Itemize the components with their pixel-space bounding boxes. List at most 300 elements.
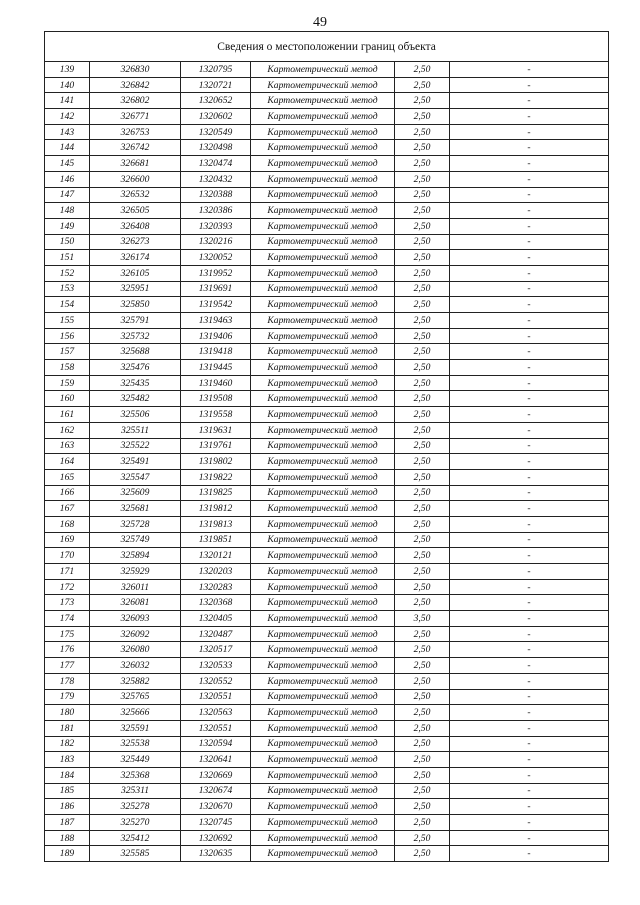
- method-cell: Картометрический метод: [251, 720, 395, 736]
- point-number-cell: 148: [45, 203, 90, 219]
- y-coordinate-cell: 1319812: [181, 501, 251, 517]
- method-cell: Картометрический метод: [251, 140, 395, 156]
- table-row: [45, 736, 609, 752]
- method-cell: Картометрический метод: [251, 422, 395, 438]
- description-cell: -: [450, 203, 609, 219]
- method-cell: Картометрический метод: [251, 250, 395, 266]
- accuracy-cell: 2,50: [395, 375, 450, 391]
- description-cell: -: [450, 297, 609, 313]
- accuracy-cell: 2,50: [395, 344, 450, 360]
- accuracy-cell: 2,50: [395, 485, 450, 501]
- accuracy-cell: 2,50: [395, 407, 450, 423]
- table-row: [45, 689, 609, 705]
- point-number-cell: 186: [45, 799, 90, 815]
- description-cell: -: [450, 830, 609, 846]
- accuracy-cell: 2,50: [395, 830, 450, 846]
- description-cell: -: [450, 422, 609, 438]
- accuracy-cell: 2,50: [395, 62, 450, 78]
- y-coordinate-cell: 1320368: [181, 595, 251, 611]
- description-cell: -: [450, 171, 609, 187]
- description-cell: -: [450, 579, 609, 595]
- method-cell: Картометрический метод: [251, 93, 395, 109]
- method-cell: Картометрический метод: [251, 469, 395, 485]
- accuracy-cell: 2,50: [395, 564, 450, 580]
- point-number-cell: 151: [45, 250, 90, 266]
- accuracy-cell: 2,50: [395, 454, 450, 470]
- description-cell: -: [450, 689, 609, 705]
- point-number-cell: 160: [45, 391, 90, 407]
- description-cell: -: [450, 548, 609, 564]
- description-cell: -: [450, 281, 609, 297]
- table-row: [45, 454, 609, 470]
- x-coordinate-cell: 325850: [90, 297, 181, 313]
- point-number-cell: 162: [45, 422, 90, 438]
- method-cell: Картометрический метод: [251, 579, 395, 595]
- y-coordinate-cell: 1319631: [181, 422, 251, 438]
- y-coordinate-cell: 1319463: [181, 313, 251, 329]
- x-coordinate-cell: 325482: [90, 391, 181, 407]
- method-cell: Картометрический метод: [251, 532, 395, 548]
- description-cell: -: [450, 673, 609, 689]
- x-coordinate-cell: 326532: [90, 187, 181, 203]
- description-cell: -: [450, 469, 609, 485]
- description-cell: -: [450, 705, 609, 721]
- description-cell: -: [450, 93, 609, 109]
- x-coordinate-cell: 326600: [90, 171, 181, 187]
- table-row: [45, 783, 609, 799]
- y-coordinate-cell: 1320551: [181, 720, 251, 736]
- accuracy-cell: 2,50: [395, 626, 450, 642]
- y-coordinate-cell: 1320551: [181, 689, 251, 705]
- accuracy-cell: 2,50: [395, 140, 450, 156]
- x-coordinate-cell: 325791: [90, 313, 181, 329]
- description-cell: -: [450, 218, 609, 234]
- y-coordinate-cell: 1319822: [181, 469, 251, 485]
- table-row: [45, 328, 609, 344]
- description-cell: -: [450, 124, 609, 140]
- table-row: [45, 140, 609, 156]
- y-coordinate-cell: 1320487: [181, 626, 251, 642]
- table-row: [45, 62, 609, 78]
- accuracy-cell: 2,50: [395, 360, 450, 376]
- table-title: Сведения о местоположении границ объекта: [45, 32, 609, 62]
- accuracy-cell: 2,50: [395, 77, 450, 93]
- method-cell: Картометрический метод: [251, 407, 395, 423]
- description-cell: -: [450, 626, 609, 642]
- y-coordinate-cell: 1319418: [181, 344, 251, 360]
- accuracy-cell: 2,50: [395, 736, 450, 752]
- method-cell: Картометрический метод: [251, 548, 395, 564]
- point-number-cell: 184: [45, 767, 90, 783]
- point-number-cell: 172: [45, 579, 90, 595]
- y-coordinate-cell: 1320533: [181, 658, 251, 674]
- x-coordinate-cell: 325951: [90, 281, 181, 297]
- description-cell: -: [450, 234, 609, 250]
- y-coordinate-cell: 1319445: [181, 360, 251, 376]
- description-cell: -: [450, 109, 609, 125]
- y-coordinate-cell: 1319460: [181, 375, 251, 391]
- table-row: [45, 438, 609, 454]
- x-coordinate-cell: 325585: [90, 846, 181, 862]
- x-coordinate-cell: 326080: [90, 642, 181, 658]
- method-cell: Картометрический метод: [251, 391, 395, 407]
- method-cell: Картометрический метод: [251, 297, 395, 313]
- method-cell: Картометрический метод: [251, 736, 395, 752]
- description-cell: -: [450, 438, 609, 454]
- x-coordinate-cell: 325666: [90, 705, 181, 721]
- y-coordinate-cell: 1320669: [181, 767, 251, 783]
- method-cell: Картометрический метод: [251, 501, 395, 517]
- point-number-cell: 159: [45, 375, 90, 391]
- x-coordinate-cell: 326273: [90, 234, 181, 250]
- description-cell: -: [450, 77, 609, 93]
- table-row: [45, 611, 609, 627]
- y-coordinate-cell: 1320203: [181, 564, 251, 580]
- point-number-cell: 161: [45, 407, 90, 423]
- method-cell: Картометрический метод: [251, 799, 395, 815]
- y-coordinate-cell: 1320594: [181, 736, 251, 752]
- y-coordinate-cell: 1320552: [181, 673, 251, 689]
- description-cell: -: [450, 485, 609, 501]
- point-number-cell: 157: [45, 344, 90, 360]
- x-coordinate-cell: 325368: [90, 767, 181, 783]
- point-number-cell: 150: [45, 234, 90, 250]
- table-body: [45, 62, 609, 862]
- point-number-cell: 177: [45, 658, 90, 674]
- page-number: 49: [313, 15, 327, 30]
- method-cell: Картометрический метод: [251, 783, 395, 799]
- table-row: [45, 344, 609, 360]
- y-coordinate-cell: 1320121: [181, 548, 251, 564]
- x-coordinate-cell: 325728: [90, 516, 181, 532]
- point-number-cell: 149: [45, 218, 90, 234]
- description-cell: -: [450, 611, 609, 627]
- y-coordinate-cell: 1320563: [181, 705, 251, 721]
- description-cell: -: [450, 752, 609, 768]
- point-number-cell: 169: [45, 532, 90, 548]
- y-coordinate-cell: 1320386: [181, 203, 251, 219]
- point-number-cell: 175: [45, 626, 90, 642]
- x-coordinate-cell: 325749: [90, 532, 181, 548]
- accuracy-cell: 2,50: [395, 281, 450, 297]
- table-row: [45, 846, 609, 862]
- x-coordinate-cell: 325681: [90, 501, 181, 517]
- x-coordinate-cell: 325449: [90, 752, 181, 768]
- description-cell: -: [450, 62, 609, 78]
- method-cell: Картометрический метод: [251, 375, 395, 391]
- table-row: [45, 626, 609, 642]
- point-number-cell: 168: [45, 516, 90, 532]
- accuracy-cell: 2,50: [395, 752, 450, 768]
- x-coordinate-cell: 325765: [90, 689, 181, 705]
- y-coordinate-cell: 1320602: [181, 109, 251, 125]
- accuracy-cell: 2,50: [395, 93, 450, 109]
- accuracy-cell: 2,50: [395, 265, 450, 281]
- x-coordinate-cell: 326742: [90, 140, 181, 156]
- x-coordinate-cell: 325506: [90, 407, 181, 423]
- table-row: [45, 124, 609, 140]
- description-cell: -: [450, 642, 609, 658]
- point-number-cell: 164: [45, 454, 90, 470]
- point-number-cell: 185: [45, 783, 90, 799]
- y-coordinate-cell: 1320052: [181, 250, 251, 266]
- x-coordinate-cell: 325278: [90, 799, 181, 815]
- table-row: [45, 799, 609, 815]
- table-row: [45, 297, 609, 313]
- accuracy-cell: 2,50: [395, 642, 450, 658]
- method-cell: Картометрический метод: [251, 673, 395, 689]
- y-coordinate-cell: 1320692: [181, 830, 251, 846]
- x-coordinate-cell: 326174: [90, 250, 181, 266]
- method-cell: Картометрический метод: [251, 752, 395, 768]
- method-cell: Картометрический метод: [251, 360, 395, 376]
- accuracy-cell: 2,50: [395, 579, 450, 595]
- accuracy-cell: 2,50: [395, 815, 450, 831]
- method-cell: Картометрический метод: [251, 705, 395, 721]
- table-row: [45, 501, 609, 517]
- point-number-cell: 176: [45, 642, 90, 658]
- y-coordinate-cell: 1320674: [181, 783, 251, 799]
- table-row: [45, 265, 609, 281]
- accuracy-cell: 2,50: [395, 218, 450, 234]
- accuracy-cell: 2,50: [395, 501, 450, 517]
- method-cell: Картометрический метод: [251, 438, 395, 454]
- description-cell: -: [450, 156, 609, 172]
- table-row: [45, 595, 609, 611]
- table-row: [45, 720, 609, 736]
- x-coordinate-cell: 325476: [90, 360, 181, 376]
- table-row: [45, 752, 609, 768]
- x-coordinate-cell: 325412: [90, 830, 181, 846]
- description-cell: -: [450, 265, 609, 281]
- description-cell: -: [450, 799, 609, 815]
- table-row: [45, 313, 609, 329]
- point-number-cell: 141: [45, 93, 90, 109]
- y-coordinate-cell: 1320795: [181, 62, 251, 78]
- method-cell: Картометрический метод: [251, 234, 395, 250]
- table-row: [45, 281, 609, 297]
- x-coordinate-cell: 325538: [90, 736, 181, 752]
- method-cell: Картометрический метод: [251, 626, 395, 642]
- point-number-cell: 144: [45, 140, 90, 156]
- y-coordinate-cell: 1319508: [181, 391, 251, 407]
- method-cell: Картометрический метод: [251, 454, 395, 470]
- table-row: [45, 375, 609, 391]
- table-row: [45, 532, 609, 548]
- table-row: [45, 673, 609, 689]
- y-coordinate-cell: 1319802: [181, 454, 251, 470]
- x-coordinate-cell: 325929: [90, 564, 181, 580]
- accuracy-cell: 2,50: [395, 234, 450, 250]
- table-row: [45, 93, 609, 109]
- method-cell: Картометрический метод: [251, 642, 395, 658]
- description-cell: -: [450, 407, 609, 423]
- x-coordinate-cell: 325894: [90, 548, 181, 564]
- y-coordinate-cell: 1320652: [181, 93, 251, 109]
- method-cell: Картометрический метод: [251, 815, 395, 831]
- x-coordinate-cell: 325522: [90, 438, 181, 454]
- table-row: [45, 250, 609, 266]
- accuracy-cell: 2,50: [395, 658, 450, 674]
- accuracy-cell: 2,50: [395, 532, 450, 548]
- description-cell: -: [450, 767, 609, 783]
- description-cell: -: [450, 187, 609, 203]
- y-coordinate-cell: 1320641: [181, 752, 251, 768]
- point-number-cell: 167: [45, 501, 90, 517]
- point-number-cell: 158: [45, 360, 90, 376]
- point-number-cell: 181: [45, 720, 90, 736]
- y-coordinate-cell: 1320498: [181, 140, 251, 156]
- accuracy-cell: 2,50: [395, 689, 450, 705]
- point-number-cell: 147: [45, 187, 90, 203]
- accuracy-cell: 2,50: [395, 124, 450, 140]
- x-coordinate-cell: 325311: [90, 783, 181, 799]
- description-cell: -: [450, 658, 609, 674]
- point-number-cell: 189: [45, 846, 90, 862]
- point-number-cell: 174: [45, 611, 90, 627]
- method-cell: Картометрический метод: [251, 689, 395, 705]
- description-cell: -: [450, 516, 609, 532]
- accuracy-cell: 2,50: [395, 548, 450, 564]
- point-number-cell: 170: [45, 548, 90, 564]
- table-row: [45, 469, 609, 485]
- accuracy-cell: 2,50: [395, 297, 450, 313]
- accuracy-cell: 2,50: [395, 313, 450, 329]
- point-number-cell: 171: [45, 564, 90, 580]
- description-cell: -: [450, 815, 609, 831]
- method-cell: Картометрический метод: [251, 516, 395, 532]
- table-row: [45, 109, 609, 125]
- description-cell: -: [450, 328, 609, 344]
- table-row: [45, 407, 609, 423]
- description-cell: -: [450, 720, 609, 736]
- accuracy-cell: 2,50: [395, 156, 450, 172]
- table-row: [45, 642, 609, 658]
- point-number-cell: 183: [45, 752, 90, 768]
- accuracy-cell: 2,50: [395, 705, 450, 721]
- y-coordinate-cell: 1319825: [181, 485, 251, 501]
- table-row: [45, 564, 609, 580]
- accuracy-cell: 2,50: [395, 438, 450, 454]
- x-coordinate-cell: 325882: [90, 673, 181, 689]
- point-number-cell: 155: [45, 313, 90, 329]
- method-cell: Картометрический метод: [251, 595, 395, 611]
- method-cell: Картометрический метод: [251, 846, 395, 862]
- point-number-cell: 154: [45, 297, 90, 313]
- description-cell: -: [450, 501, 609, 517]
- accuracy-cell: 2,50: [395, 109, 450, 125]
- method-cell: Картометрический метод: [251, 658, 395, 674]
- accuracy-cell: 2,50: [395, 187, 450, 203]
- point-number-cell: 146: [45, 171, 90, 187]
- point-number-cell: 139: [45, 62, 90, 78]
- accuracy-cell: 3,50: [395, 611, 450, 627]
- point-number-cell: 188: [45, 830, 90, 846]
- point-number-cell: 163: [45, 438, 90, 454]
- point-number-cell: 152: [45, 265, 90, 281]
- table-row: [45, 658, 609, 674]
- point-number-cell: 142: [45, 109, 90, 125]
- x-coordinate-cell: 325591: [90, 720, 181, 736]
- accuracy-cell: 2,50: [395, 171, 450, 187]
- y-coordinate-cell: 1319761: [181, 438, 251, 454]
- point-number-cell: 156: [45, 328, 90, 344]
- description-cell: -: [450, 595, 609, 611]
- accuracy-cell: 2,50: [395, 595, 450, 611]
- y-coordinate-cell: 1320635: [181, 846, 251, 862]
- x-coordinate-cell: 325270: [90, 815, 181, 831]
- table-row: [45, 815, 609, 831]
- description-cell: -: [450, 375, 609, 391]
- point-number-cell: 180: [45, 705, 90, 721]
- y-coordinate-cell: 1319558: [181, 407, 251, 423]
- point-number-cell: 178: [45, 673, 90, 689]
- accuracy-cell: 2,50: [395, 391, 450, 407]
- description-cell: -: [450, 454, 609, 470]
- table-row: [45, 171, 609, 187]
- accuracy-cell: 2,50: [395, 422, 450, 438]
- accuracy-cell: 2,50: [395, 783, 450, 799]
- table-row: [45, 422, 609, 438]
- description-cell: -: [450, 140, 609, 156]
- method-cell: Картометрический метод: [251, 171, 395, 187]
- method-cell: Картометрический метод: [251, 203, 395, 219]
- accuracy-cell: 2,50: [395, 673, 450, 689]
- point-number-cell: 140: [45, 77, 90, 93]
- accuracy-cell: 2,50: [395, 203, 450, 219]
- method-cell: Картометрический метод: [251, 611, 395, 627]
- x-coordinate-cell: 326753: [90, 124, 181, 140]
- x-coordinate-cell: 326842: [90, 77, 181, 93]
- x-coordinate-cell: 325491: [90, 454, 181, 470]
- table-row: [45, 77, 609, 93]
- point-number-cell: 166: [45, 485, 90, 501]
- boundary-coordinates-table: [44, 31, 609, 862]
- point-number-cell: 143: [45, 124, 90, 140]
- table-row: [45, 187, 609, 203]
- y-coordinate-cell: 1320517: [181, 642, 251, 658]
- table-row: [45, 156, 609, 172]
- description-cell: -: [450, 564, 609, 580]
- table-row: [45, 830, 609, 846]
- y-coordinate-cell: 1320432: [181, 171, 251, 187]
- accuracy-cell: 2,50: [395, 516, 450, 532]
- description-cell: -: [450, 846, 609, 862]
- y-coordinate-cell: 1320745: [181, 815, 251, 831]
- method-cell: Картометрический метод: [251, 156, 395, 172]
- method-cell: Картометрический метод: [251, 830, 395, 846]
- x-coordinate-cell: 326093: [90, 611, 181, 627]
- x-coordinate-cell: 326505: [90, 203, 181, 219]
- x-coordinate-cell: 325435: [90, 375, 181, 391]
- table-row: [45, 391, 609, 407]
- x-coordinate-cell: 326032: [90, 658, 181, 674]
- x-coordinate-cell: 325609: [90, 485, 181, 501]
- point-number-cell: 187: [45, 815, 90, 831]
- table-row: [45, 767, 609, 783]
- x-coordinate-cell: 325547: [90, 469, 181, 485]
- table-row: [45, 548, 609, 564]
- table-row: [45, 218, 609, 234]
- method-cell: Картометрический метод: [251, 767, 395, 783]
- description-cell: -: [450, 250, 609, 266]
- x-coordinate-cell: 326011: [90, 579, 181, 595]
- description-cell: -: [450, 313, 609, 329]
- y-coordinate-cell: 1320549: [181, 124, 251, 140]
- method-cell: Картометрический метод: [251, 265, 395, 281]
- y-coordinate-cell: 1320721: [181, 77, 251, 93]
- accuracy-cell: 2,50: [395, 328, 450, 344]
